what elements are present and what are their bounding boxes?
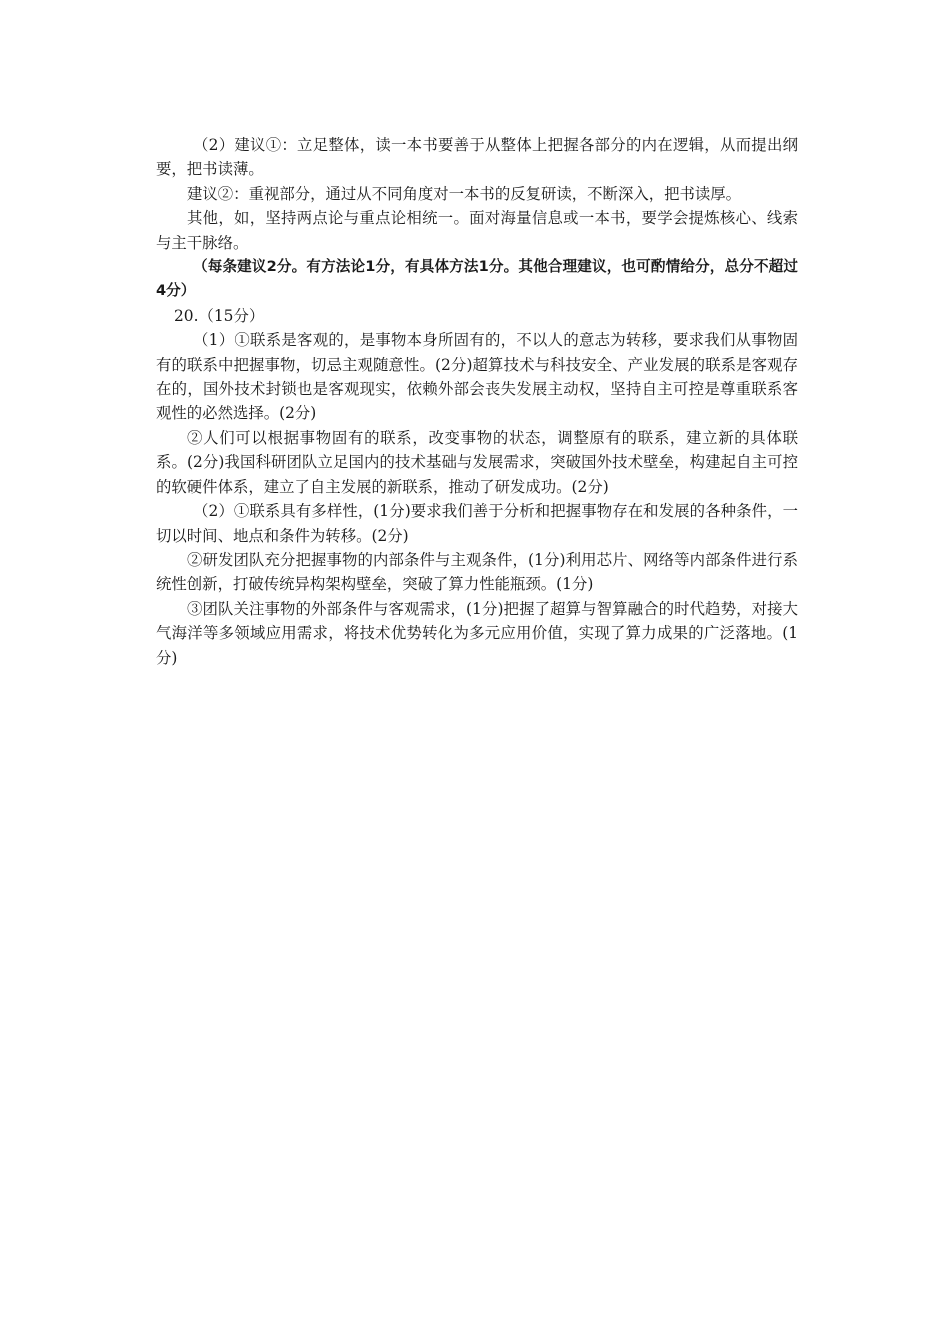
answer-part-2-point-1: （2）①联系具有多样性，(1分)要求我们善于分析和把握事物存在和发展的各种条件，一切以时间、地点和条件为转移。(2分) <box>156 502 798 545</box>
suggestion-2-paragraph: 建议②：重视部分，通过从不同角度对一本书的反复研读，不断深入，把书读厚。 <box>187 184 742 203</box>
answer-part-1-point-1: （1）①联系是客观的，是事物本身所固有的，不以人的意志为转移，要求我们从事物固有的联系中把握事物，切忌主观随意性。(2分)超算技术与科技安全、产业发展的联系是客观存在的，国外技术封锁也是客观现实，依赖外部会丧失发展主动权，坚持自主可控是尊重联系客观性的必然选择。(2分) <box>156 331 798 423</box>
answer-text-block <box>156 133 798 670</box>
answer-part-2-point-3: ③团队关注事物的外部条件与客观需求，(1分)把握了超算与智算融合的时代趋势，对接大气海洋等多领域应用需求，将技术优势转化为多元应用价值，实现了算力成果的广泛落地。(1分) <box>156 599 798 667</box>
answer-part-2-point-2: ②研发团队充分把握事物的内部条件与主观条件，(1分)利用芯片、网络等内部条件进行系统性创新，打破传统异构架构壁垒，突破了算力性能瓶颈。(1分) <box>156 550 798 594</box>
other-suggestion-paragraph: 其他，如，坚持两点论与重点论相统一。面对海量信息或一本书，要学会提炼核心、线索与主干脉络。 <box>156 209 798 252</box>
scoring-note: （每条建议2分。有方法论1分，有具体方法1分。其他合理建议，也可酌情给分，总分不超过4分） <box>156 258 798 300</box>
suggestion-1-paragraph: （2）建议①：立足整体，读一本书要善于从整体上把握各部分的内在逻辑，从而提出纲要，把书读薄。 <box>156 136 798 179</box>
question-number: 20.（15分） <box>174 306 265 325</box>
answer-part-1-point-2: ②人们可以根据事物固有的联系，改变事物的状态，调整原有的联系，建立新的具体联系。(2分)我国科研团队立足国内的技术基础与发展需求，突破国外技术壁垒，构建起自主可控的软硬件体系，建立了自主发展的新联系，推动了研发成功。(2分) <box>156 428 798 496</box>
